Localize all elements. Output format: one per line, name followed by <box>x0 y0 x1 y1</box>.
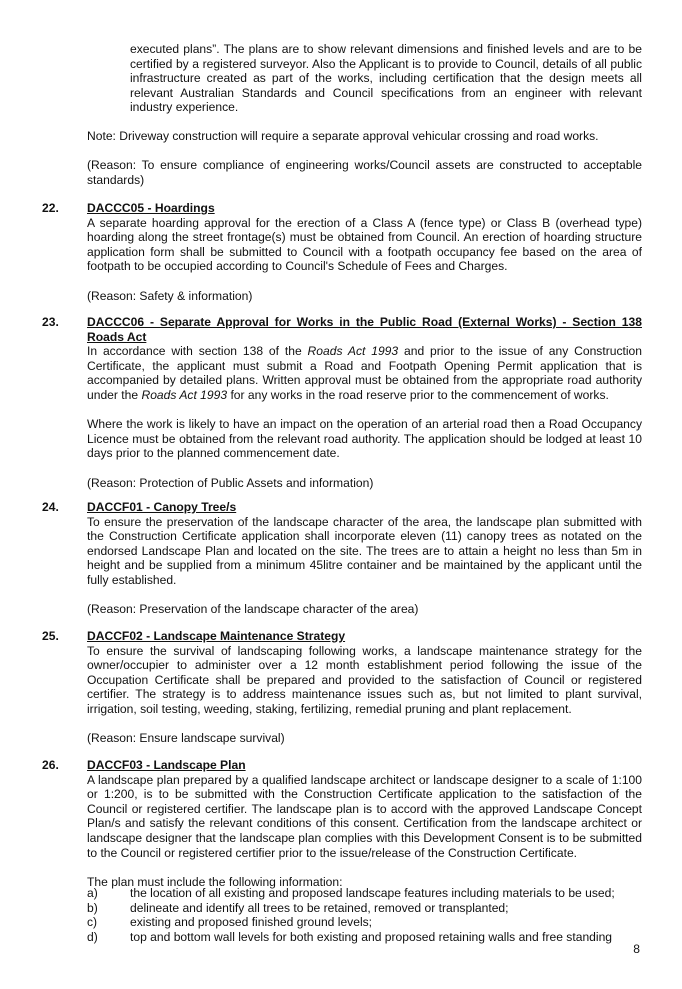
condition-text: In accordance with section 138 of the Roads Act 1993 and prior to the issue of any Construction Certificate, the applicant must submit a Road and Footpath Opening Permit application that is accompanied by detailed plans. Written approval must be obtained from the appropriate road authority under the Roads Act 1993 for any works in the road reserve prior to the commencement of works. <box>87 344 642 402</box>
continuation-paragraph: executed plans”. The plans are to show relevant dimensions and finished levels and are to be certified by a registered surveyor. Also the Applicant is to provide to Council, details of all public infrastructure created as part of the works, including certification that the design meets all relevant Australian Standards and Council specifications from an engineer with relevant industry experience. <box>130 42 642 115</box>
condition-reason: (Reason: Safety & information) <box>87 288 253 303</box>
page-number: 8 <box>633 942 640 956</box>
condition-title: DACCC05 - Hoardings <box>87 201 215 215</box>
condition-reason: (Reason: Ensure landscape survival) <box>87 731 285 746</box>
condition-text-2: Where the work is likely to have an impact on the operation of an arterial road then a Road Occupancy Licence must be obtained from the relevant road authority. The application should be lodged at least 10 days prior to the planned commencement date. <box>87 417 642 461</box>
condition-number: 22. <box>42 201 59 215</box>
reason-21: (Reason: To ensure compliance of engineering works/Council assets are constructed to acceptable standards) <box>87 158 642 187</box>
list-intro: The plan must include the following information: <box>87 874 343 889</box>
condition-text: A separate hoarding approval for the erection of a Class A (fence type) or Class B (overhead type) hoarding along the street frontage(s) must be obtained from Council. An erection of hoarding structure application form shall be submitted to Council with a footpath occupancy fee based on the area of footpath to be occupied according to Council's Schedule of Fees and Charges. <box>87 215 642 274</box>
list-item: d) top and bottom wall levels for both existing and proposed retaining walls and free standing <box>87 929 613 944</box>
condition-number: 26. <box>42 758 59 772</box>
condition-text: To ensure the preservation of the landscape character of the area, the landscape plan submitted with the Construction Certificate application shall incorporate eleven (11) canopy trees as notated on the endorsed Landscape Plan and located on the site. The trees are to attain a height no less than 5m in height and be supplied from a minimum 45litre container and be maintained by the applicant until the fully established. <box>87 514 642 587</box>
condition-text: To ensure the survival of landscaping following works, a landscape maintenance strategy for the owner/occupier to administer over a 12 month establishment period following the issue of the Occupation Certificate shall be prepared and provided to the satisfaction of Council or registered certifier. The strategy is to address maintenance issues such as, but not limited to plant survival, irrigation, soil testing, weeding, staking, fertilizing, remedial pruning and plant replacement. <box>87 643 642 716</box>
act-name: Roads Act 1993 <box>307 344 399 359</box>
condition-reason: (Reason: Protection of Public Assets and information) <box>87 475 374 490</box>
act-name: Roads Act 1993 <box>141 387 228 402</box>
condition-title: DACCC06 - Separate Approval for Works in the Public Road (External Works) - Section 138 Roads Act <box>87 315 642 344</box>
condition-number: 24. <box>42 500 59 514</box>
condition-title: DACCF03 - Landscape Plan <box>87 758 246 772</box>
list-item: c) existing and proposed finished ground levels; <box>87 915 373 930</box>
condition-reason: (Reason: Preservation of the landscape character of the area) <box>87 602 419 617</box>
driveway-note: Note: Driveway construction will require a separate approval vehicular crossing and road works. <box>87 129 599 143</box>
requirements-list <box>87 886 642 944</box>
list-item: b) delineate and identify all trees to be retained, removed or transplanted; <box>87 900 509 915</box>
condition-title: DACCF02 - Landscape Maintenance Strategy <box>87 629 346 643</box>
condition-number: 25. <box>42 629 59 643</box>
condition-title: DACCF01 - Canopy Tree/s <box>87 500 237 514</box>
condition-number: 23. <box>42 315 59 329</box>
condition-text: A landscape plan prepared by a qualified landscape architect or landscape designer to a scale of 1:100 or 1:200, is to be submitted with the Construction Certificate application to the satisfaction of the Council or registered certifier. The landscape plan is to accord with the approved Landscape Concept Plan/s and satisfy the relevant conditions of this consent. Certification from the landscape architect or landscape designer that the landscape plan complies with this Development Consent is to be submitted to the Council or registered certifier prior to the issue/release of the Construction Certificate. <box>87 772 642 860</box>
list-item: a) the location of all existing and proposed landscape features including materials to be used; <box>87 886 615 900</box>
